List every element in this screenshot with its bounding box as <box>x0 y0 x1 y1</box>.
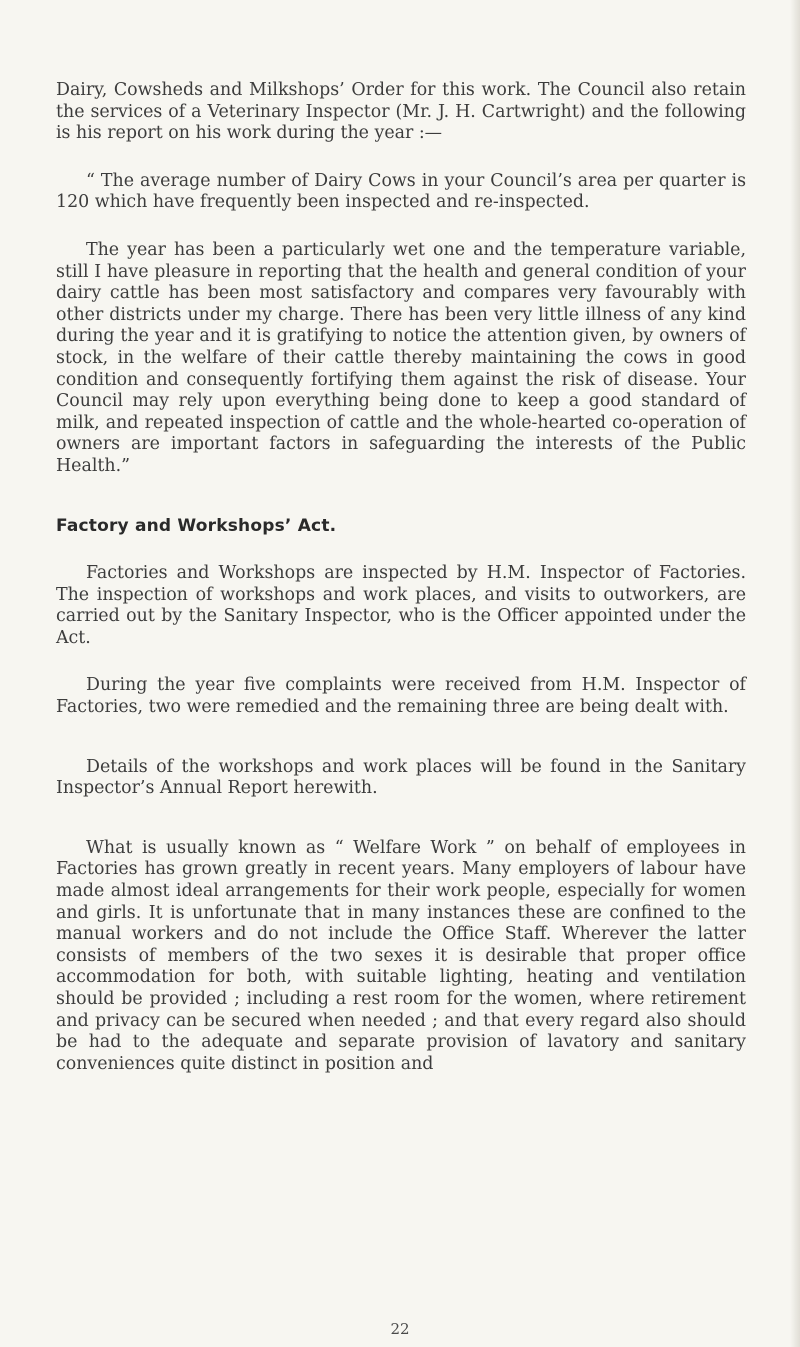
spacer <box>56 800 746 838</box>
spacer <box>56 214 746 240</box>
paragraph-dairy-order: Dairy, Cowsheds and Milkshops’ Order for this work. The Council also retain the services of a Veterinary Inspector (Mr. J. H. Cartwright) and the following is his report on his work during the year :— <box>56 80 746 144</box>
paragraph-welfare-work: What is usually known as “ Welfare Work ” on behalf of employees in Factories has grown greatly in recent years. Many employers of labour have made almost ideal arrangements for their work people, especially for women and girls. It is unfortunate that in many instances these are confined to the manual workers and do not include the Office Staff. Wherever the latter consists of members of the two sexes it is desirable that proper office accommodation for both, with suitable lighting, heating and ventilation should be provided ; including a rest room for the women, where retirement and privacy can be secured when needed ; and that every regard also should be had to the adequate and separate provision of lavatory and sanitary conveniences quite distinct in position and <box>56 837 746 1074</box>
paragraph-factories-inspection: Factories and Workshops are inspected by H.M. Inspector of Factories. The inspection of workshops and work places, and visits to outworkers, are carried out by the Sanitary Inspector, who is the Officer appointed under the Act. <box>56 563 746 648</box>
paragraph-details-report: Details of the workshops and work places will be found in the Sanitary Inspector’s Annual Report herewith. <box>56 756 746 799</box>
spacer <box>56 649 746 675</box>
spacer <box>56 478 746 516</box>
paragraph-complaints: During the year five complaints were received from H.M. Inspector of Factories, two were remedied and the remaining three are being dealt with. <box>56 675 746 718</box>
spacer <box>56 145 746 171</box>
document-body <box>56 80 746 1075</box>
page-edge-shadow <box>790 0 800 1347</box>
spacer <box>56 719 746 757</box>
spacer <box>56 537 746 563</box>
page-number: 22 <box>390 1320 410 1338</box>
paragraph-quote-dairy-cows: “ The average number of Dairy Cows in your Council’s area per quarter is 120 which have frequently been inspected and re-inspected. <box>56 170 746 213</box>
section-heading: Factory and Workshops’ Act. <box>56 515 337 536</box>
paragraph-veterinary-report: The year has been a particularly wet one and the temperature variable, still I have pleasure in reporting that the health and general condition of your dairy cattle has been most satisfactory and compares very favourably with other districts under my charge. There has been very little illness of any kind during the year and it is gratifying to notice the attention given, by owners of stock, in the welfare of their cattle thereby maintaining the cows in good condition and consequently fortifying them against the risk of disease. Your Council may rely upon everything being done to keep a good standard of milk, and repeated inspection of cattle and the whole-hearted co-operation of owners are important factors in safeguarding the interests of the Public Health.” <box>56 239 746 476</box>
